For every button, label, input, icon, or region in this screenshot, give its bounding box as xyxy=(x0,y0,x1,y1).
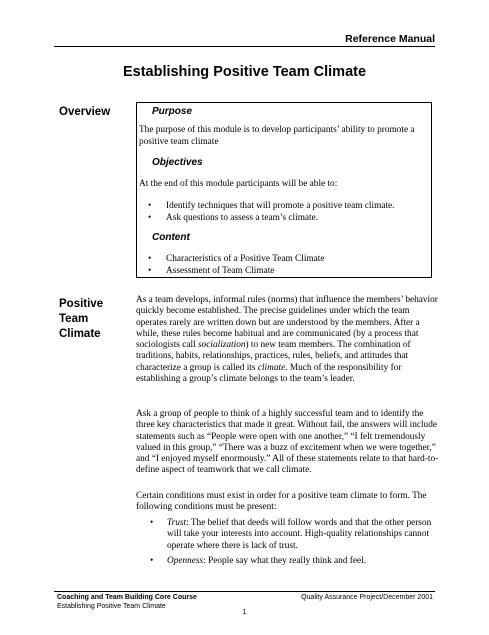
list-item: • Identify techniques that will promote a positive team climate. xyxy=(148,201,428,213)
paragraph-successful-team: Ask a group of people to think of a highly successful team and to identify the three key characteristics that made it great. Without fail, the answers will include statements such as “People were open with one another,” “I felt tremendously valued in this group,” “There was a buzz of excitement when we were together,” and “I enjoyed myself enormously.” All of these statements relate to that hard-to-define aspect of teamwork that we call climate. xyxy=(136,409,439,476)
section-heading-line: Team xyxy=(59,313,89,325)
objectives-intro: At the end of this module participants will be able to: xyxy=(139,179,338,189)
paragraph-text: As a team develops, informal rules (norms) that influence the members’ behavior quickly become established. The precise guidelines under which the team operates rarely are written down but are understood by the members. After a while, these rules become habitual and are communicated (by a process that sociologists call xyxy=(136,295,438,351)
condition-term: Trust xyxy=(167,518,187,528)
paragraph-text: ) to new team members. The combination of traditions, habits, relationships, practices, rules, beliefs, and attitudes that characterize a group is called its xyxy=(136,340,411,373)
overview-heading: Overview xyxy=(59,106,111,118)
condition-text: : People say what they really think and feel. xyxy=(203,555,367,566)
objectives-list xyxy=(148,201,428,224)
section-heading xyxy=(59,297,103,342)
content-list xyxy=(148,254,428,277)
list-item xyxy=(150,518,440,552)
footer-course: Coaching and Team Building Core Course xyxy=(57,594,197,601)
paragraph-text: . Much of the responsibility for establishing a group’s climate belongs to the team’s leader. xyxy=(136,362,402,385)
paragraph-norms xyxy=(136,295,441,385)
purpose-heading: Purpose xyxy=(152,106,193,117)
objectives-heading: Objectives xyxy=(152,157,203,168)
condition-term: Openness xyxy=(167,555,204,566)
list-item: • Characteristics of a Positive Team Climate xyxy=(148,254,428,266)
conditions-list xyxy=(150,518,440,571)
footer-project: Quality Assurance Project/December 2001 xyxy=(301,594,433,601)
emphasis-text: socialization xyxy=(197,340,246,351)
footer-rule xyxy=(54,591,435,592)
paragraph-conditions: Certain conditions must exist in order for a positive team climate to form. The following conditions must be present: xyxy=(136,491,427,513)
list-item xyxy=(150,556,440,567)
section-heading-line: Climate xyxy=(59,328,101,340)
emphasis-text: climate xyxy=(257,362,286,373)
list-item: • Ask questions to assess a team’s climate. xyxy=(148,213,428,225)
condition-text: : The belief that deeds will follow words and that the other person will take your interests into account. High-quality relationships cannot operate where there is lack of trust. xyxy=(167,518,432,551)
content-heading: Content xyxy=(152,232,190,243)
footer-module: Establishing Positive Team Climate xyxy=(57,602,166,610)
running-header: Reference Manual xyxy=(345,33,435,45)
purpose-text: The purpose of this module is to develop participants’ ability to promote a positive team climate xyxy=(139,125,415,147)
header-rule xyxy=(54,46,435,47)
section-heading-line: Positive xyxy=(59,298,104,310)
list-item: • Assessment of Team Climate xyxy=(148,266,428,278)
document-title: Establishing Positive Team Climate xyxy=(122,64,367,80)
page-number: 1 xyxy=(242,609,247,616)
